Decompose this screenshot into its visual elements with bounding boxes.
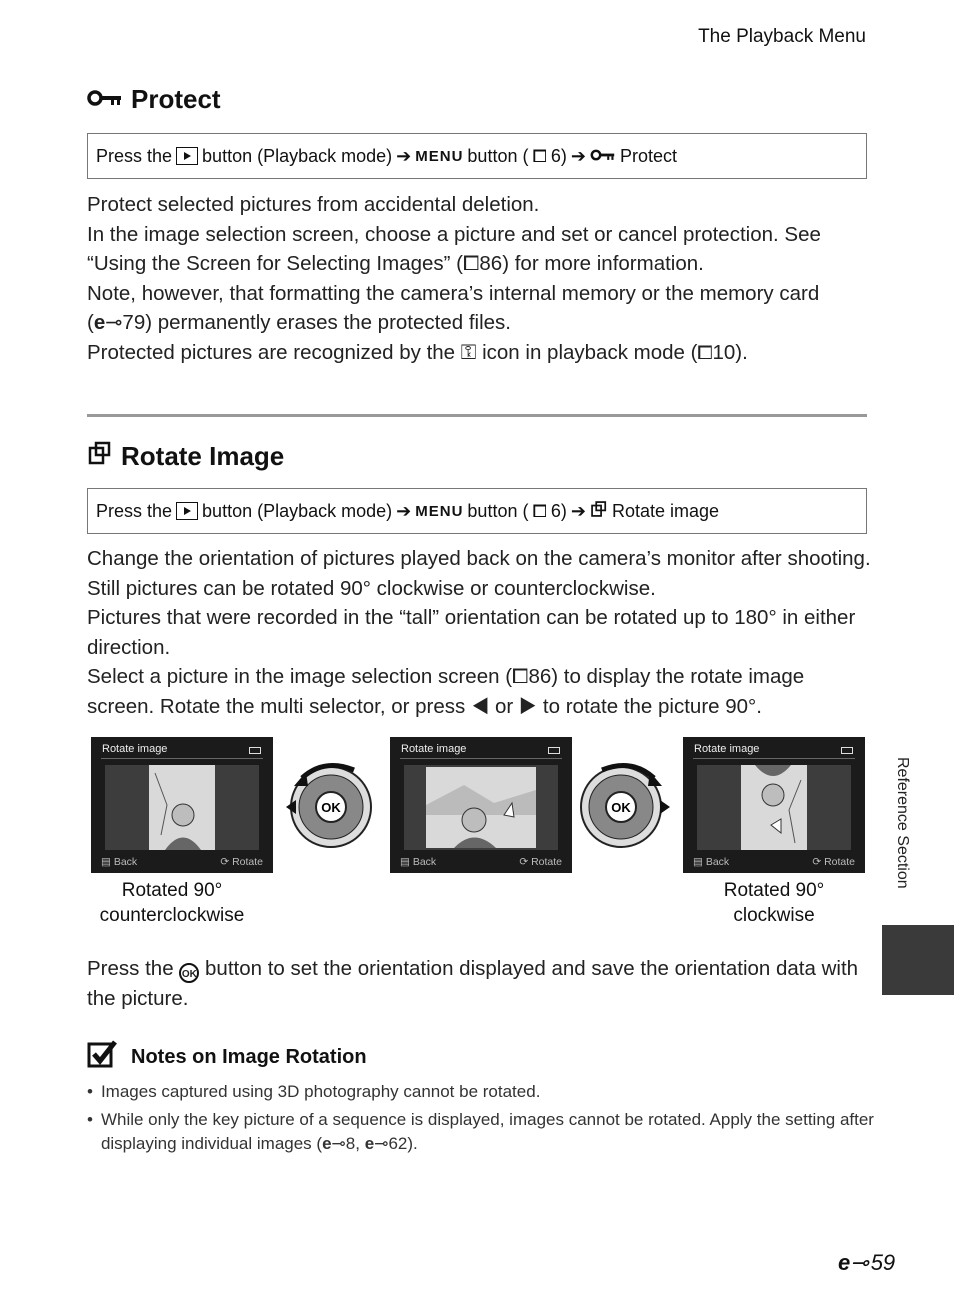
paragraph	[87, 220, 877, 279]
ok-label: OK	[321, 800, 341, 815]
rotate-image-icon	[87, 440, 113, 473]
screen-rule	[400, 758, 562, 759]
portrait-thumbnail-rotated-cw	[697, 765, 851, 850]
paragraph: Pictures that were recorded in the “tall” orientation can be rotated up to 180° in either direction.	[87, 606, 856, 659]
screen-title: Rotate image	[401, 743, 467, 755]
text: Press the	[87, 957, 174, 980]
text: 10).	[712, 340, 748, 364]
side-tab-marker	[882, 925, 954, 995]
notes-title: Notes on Image Rotation	[131, 1045, 367, 1068]
rotate-image-icon	[590, 500, 608, 523]
text: 79) permanently erases the protected files.	[122, 311, 511, 334]
screen-image-area	[105, 765, 259, 850]
right-arrow-icon: ▶	[518, 694, 538, 718]
battery-icon	[548, 747, 560, 754]
text: or	[494, 694, 514, 718]
path-text: 6)	[550, 500, 567, 521]
note-text	[101, 1108, 877, 1156]
paragraph	[87, 279, 877, 338]
caption-line: counterclockwise	[99, 905, 245, 926]
text: Protected pictures are recognized by the	[87, 340, 456, 364]
battery-icon	[249, 747, 261, 754]
key-icon	[87, 84, 123, 115]
rotate-hint: ⟳ Rotate	[220, 856, 263, 868]
key-icon	[590, 146, 616, 167]
list-item	[87, 1108, 877, 1156]
text: 62).	[388, 1134, 418, 1153]
camera-screen-normal	[390, 737, 572, 873]
paragraph	[87, 954, 877, 1013]
menu-back: ▤ Back	[400, 856, 437, 868]
reference-e-icon: e⊸	[93, 311, 123, 334]
paragraph: Protect selected pictures from accidental deletion.	[87, 193, 540, 216]
rotate-heading	[87, 440, 284, 473]
back-label: Back	[412, 856, 437, 868]
path-text: button (	[467, 500, 529, 521]
side-section-label: Reference Section	[894, 757, 911, 889]
text: 86) to display the rotate image screen. Rotate the multi selector, or press	[87, 665, 805, 718]
landscape-thumbnail	[404, 765, 558, 850]
paragraph: Change the orientation of pictures played back on the camera’s monitor after shooting. Still pictures can be rotated 90° clockwise or counterclockwise.	[87, 547, 871, 600]
caption-cw	[677, 878, 871, 928]
screen-rule	[101, 758, 263, 759]
rotate-label: Rotate	[232, 856, 263, 868]
reference-e-icon: e⊸	[838, 1250, 869, 1275]
left-arrow-icon: ◀	[470, 694, 490, 718]
menu-button-label: MENU	[415, 502, 464, 520]
arrow-right-icon: ➔	[570, 500, 586, 521]
text: 8,	[345, 1134, 360, 1153]
text: In the image selection screen, choose a picture and set or cancel protection. See “Using the Screen for Selecting Images” (	[87, 222, 821, 275]
rotate-title: Rotate Image	[121, 441, 285, 471]
page-number	[838, 1250, 895, 1276]
rotate-hint: ⟳ Rotate	[519, 856, 562, 868]
arrow-right-icon: ➔	[396, 145, 412, 166]
path-text: Protect	[619, 145, 678, 166]
caption-line: clockwise	[733, 905, 815, 926]
page-number-value: 59	[870, 1250, 896, 1275]
caption-line: Rotated 90°	[723, 880, 825, 901]
menu-back: ▤ Back	[101, 856, 138, 868]
arrow-right-icon: ➔	[570, 145, 586, 166]
camera-screen-ccw	[91, 737, 273, 873]
path-text: 6)	[550, 145, 567, 166]
bullet: •	[87, 1082, 93, 1101]
paragraph	[87, 662, 877, 721]
caption-line: Rotated 90°	[121, 880, 223, 901]
paragraph	[87, 338, 877, 368]
book-icon: ⧠	[463, 252, 480, 275]
bullet: •	[87, 1110, 93, 1129]
protect-title: Protect	[131, 84, 221, 114]
section-divider	[87, 414, 867, 417]
text: icon in playback mode (	[482, 340, 698, 364]
list-item	[87, 1080, 877, 1104]
text: 86) for more information.	[479, 252, 704, 275]
protect-body	[87, 190, 877, 367]
rotate-body	[87, 544, 877, 721]
book-icon: ⧠	[697, 340, 713, 364]
menu-back: ▤ Back	[693, 856, 730, 868]
text: While only the key picture of a sequence is displayed, images cannot be rotated. Apply the setting after displaying individual images (	[100, 1110, 874, 1153]
ok-button-icon: OK	[179, 963, 199, 983]
path-text: Rotate image	[611, 500, 720, 521]
ok-instruction	[87, 954, 877, 1013]
battery-icon	[841, 747, 853, 754]
ok-label: OK	[611, 800, 631, 815]
screen-rule	[693, 758, 855, 759]
playback-button-icon	[176, 147, 198, 165]
text: to rotate the picture 90°.	[542, 694, 762, 718]
camera-screen-cw	[683, 737, 865, 873]
screen-image-area	[697, 765, 851, 850]
rotate-hint: ⟳ Rotate	[812, 856, 855, 868]
menu-button-label: MENU	[415, 147, 464, 165]
screen-image-area	[404, 765, 558, 850]
screen-title: Rotate image	[694, 743, 760, 755]
reference-e-icon: e⊸	[322, 1134, 346, 1153]
rotate-menu-path	[87, 488, 867, 534]
path-text: button (	[467, 145, 529, 166]
path-text: Press the	[96, 145, 173, 166]
reference-e-icon: e⊸	[364, 1134, 389, 1153]
portrait-thumbnail-rotated-ccw	[105, 765, 259, 850]
rotate-label: Rotate	[824, 856, 855, 868]
protected-icon: ⚿	[460, 340, 477, 364]
screen-footer	[400, 856, 562, 868]
back-label: Back	[705, 856, 730, 868]
book-icon: ⧠	[532, 500, 547, 521]
arrow-right-icon: ➔	[396, 500, 412, 521]
protect-heading	[87, 84, 221, 115]
path-text: button (Playback mode)	[202, 145, 393, 166]
book-icon: ⧠	[532, 145, 547, 166]
path-text: Press the	[96, 500, 173, 521]
path-text: button (Playback mode)	[202, 500, 393, 521]
rotate-label: Rotate	[531, 856, 562, 868]
text: button to set the orientation displayed and save the orientation data with the picture.	[87, 957, 859, 1010]
running-header: The Playback Menu	[698, 26, 866, 47]
multi-selector-ccw	[284, 760, 378, 854]
notes-list	[87, 1080, 877, 1160]
back-label: Back	[113, 856, 138, 868]
check-icon	[87, 1040, 117, 1074]
screen-footer	[101, 856, 263, 868]
text: Note, however, that formatting the camera’s internal memory or the memory card (	[87, 281, 820, 334]
protect-menu-path	[87, 133, 867, 179]
notes-heading	[87, 1040, 367, 1074]
caption-ccw	[75, 878, 269, 928]
text: Select a picture in the image selection screen (	[87, 665, 513, 688]
screen-footer	[693, 856, 855, 868]
playback-button-icon	[176, 502, 198, 520]
book-icon: ⧠	[512, 665, 529, 688]
screen-title: Rotate image	[102, 743, 168, 755]
multi-selector-cw	[578, 760, 672, 854]
note-text: Images captured using 3D photography cannot be rotated.	[100, 1082, 541, 1101]
